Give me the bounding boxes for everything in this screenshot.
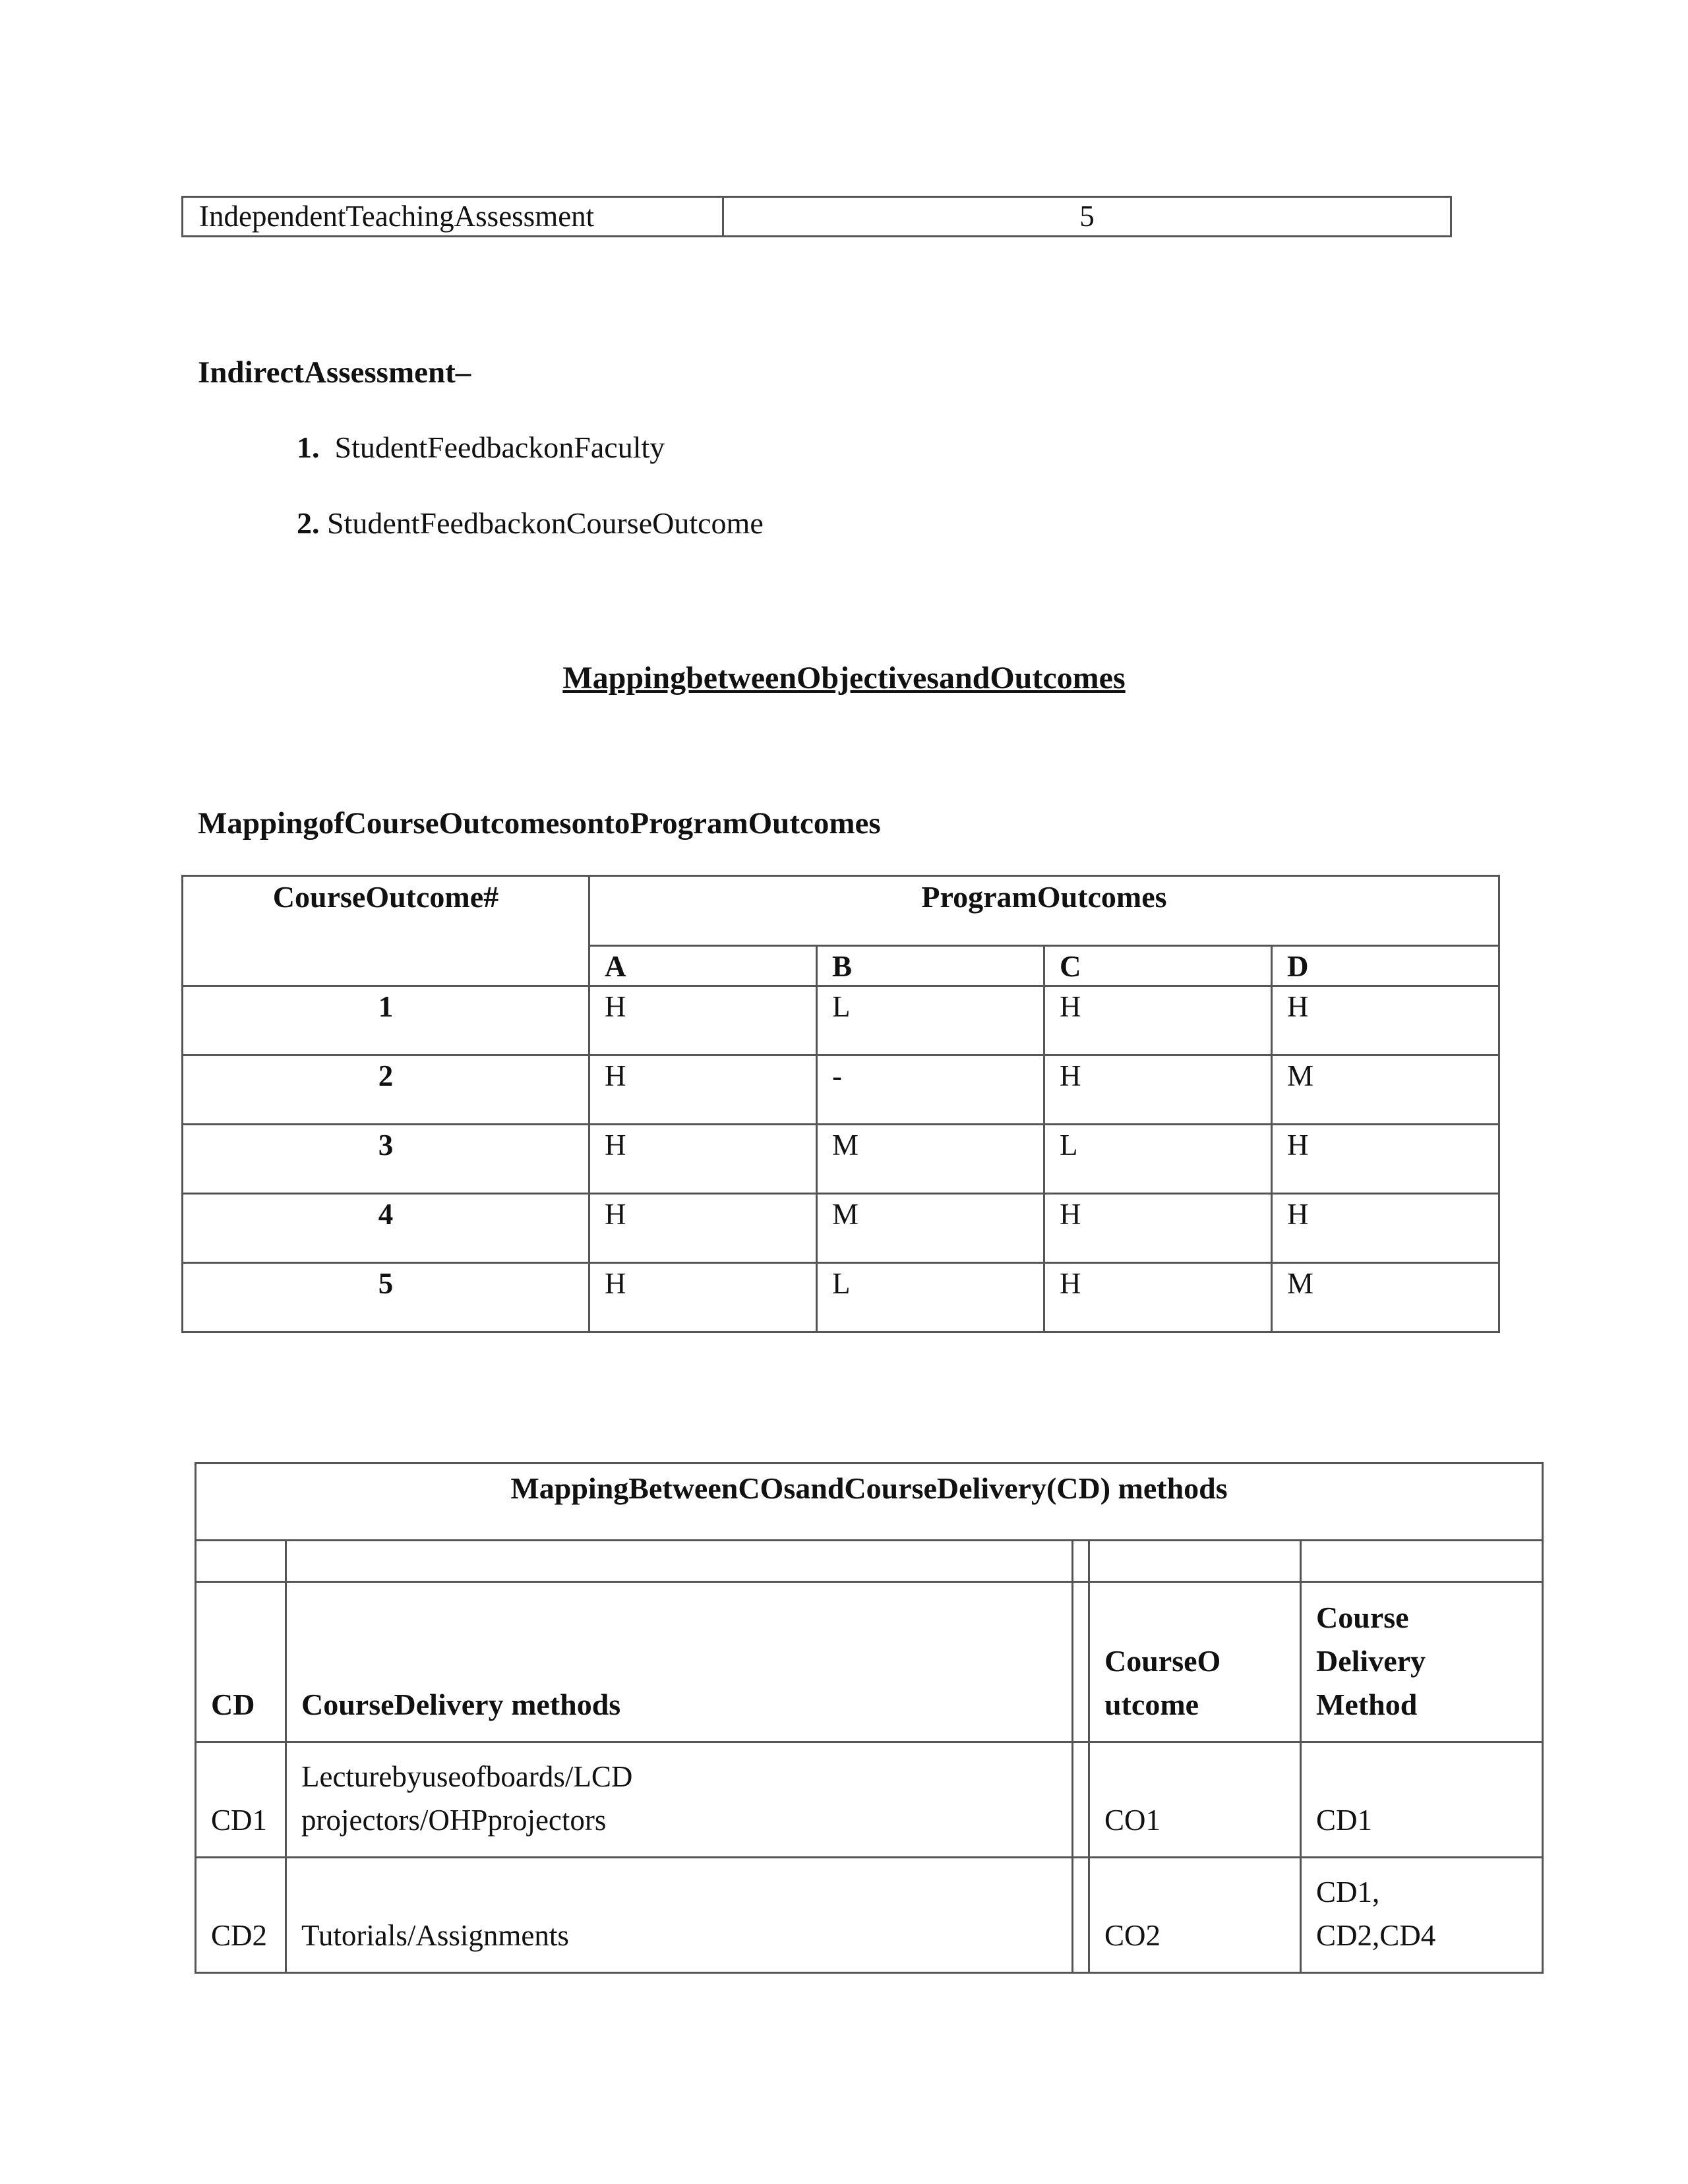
table-title-row	[196, 1463, 1543, 1541]
header-line: CourseO	[1104, 1644, 1221, 1678]
delivery-method: Tutorials/Assignments	[286, 1858, 1073, 1973]
table-row	[183, 1055, 1499, 1125]
indirect-assessment-heading: IndirectAssessment–	[198, 355, 471, 390]
list-number: 1.	[297, 430, 320, 464]
table-row	[183, 1125, 1499, 1194]
method-line: CD2,CD4	[1316, 1919, 1436, 1952]
empty-cell	[1073, 1858, 1089, 1973]
header-line: utcome	[1104, 1688, 1199, 1721]
course-outcome-mapping-table	[181, 875, 1500, 1333]
delivery-table-title: MappingBetweenCOsandCourseDelivery(CD) methods	[196, 1463, 1543, 1541]
independent-assessment-table	[181, 196, 1452, 237]
header-delivery-method	[1301, 1582, 1543, 1742]
mapping-cell: L	[1044, 1125, 1271, 1194]
mapping-cell: H	[1044, 1194, 1271, 1263]
header-letter: A	[589, 946, 816, 986]
table-header-row	[183, 876, 1499, 946]
course-outcome-number: 3	[183, 1125, 589, 1194]
header-course-outcome	[1089, 1582, 1301, 1742]
course-outcome-number: 5	[183, 1263, 589, 1332]
method-line: projectors/OHPprojectors	[301, 1804, 607, 1837]
delivery-method-code	[1301, 1858, 1543, 1973]
table-header-row	[196, 1582, 1543, 1742]
table-row	[196, 1742, 1543, 1858]
list-item	[297, 506, 764, 541]
assessment-value: 5	[723, 197, 1451, 237]
empty-cell	[1073, 1582, 1089, 1742]
mapping-cell: H	[589, 986, 816, 1055]
table-row	[196, 1541, 1543, 1582]
mapping-cell: M	[1271, 1055, 1499, 1125]
header-letter: B	[816, 946, 1044, 986]
course-outcome: CO2	[1089, 1858, 1301, 1973]
list-item	[297, 430, 665, 465]
mapping-cell: H	[589, 1055, 816, 1125]
cd-code: CD2	[196, 1858, 286, 1973]
header-line: Course	[1316, 1601, 1409, 1634]
mapping-cell: H	[1044, 1263, 1271, 1332]
header-delivery-methods: CourseDelivery methods	[286, 1582, 1073, 1742]
table-row	[196, 1858, 1543, 1973]
assessment-label: IndependentTeachingAssessment	[183, 197, 723, 237]
table-row	[183, 986, 1499, 1055]
mapping-cell: M	[816, 1125, 1044, 1194]
mapping-cell: H	[589, 1194, 816, 1263]
mapping-cell: H	[1044, 1055, 1271, 1125]
header-program-outcomes: ProgramOutcomes	[589, 876, 1499, 946]
method-line: Lecturebyuseofboards/LCD	[301, 1760, 633, 1793]
empty-cell	[196, 1541, 286, 1582]
mapping-cell: H	[1044, 986, 1271, 1055]
method-line: CD1,	[1316, 1875, 1380, 1908]
course-delivery-table	[195, 1462, 1544, 1974]
empty-cell	[1089, 1541, 1301, 1582]
empty-cell	[1073, 1742, 1089, 1858]
mapping-cell: H	[1271, 986, 1499, 1055]
header-cd: CD	[196, 1582, 286, 1742]
header-line: Method	[1316, 1688, 1418, 1721]
course-outcome-number: 1	[183, 986, 589, 1055]
list-text: StudentFeedbackonCourseOutcome	[327, 506, 764, 540]
table-row	[183, 1194, 1499, 1263]
mapping-cell: M	[1271, 1263, 1499, 1332]
course-outcome-number: 2	[183, 1055, 589, 1125]
mapping-cell: H	[1271, 1125, 1499, 1194]
mapping-cell: L	[816, 1263, 1044, 1332]
course-mapping-heading: MappingofCourseOutcomesontoProgramOutcomes	[198, 806, 881, 841]
delivery-method-code: CD1	[1301, 1742, 1543, 1858]
list-number: 2.	[297, 506, 320, 540]
mapping-cell: -	[816, 1055, 1044, 1125]
mapping-heading: MappingbetweenObjectivesandOutcomes	[562, 661, 1126, 695]
header-letter: D	[1271, 946, 1499, 986]
mapping-cell: H	[1271, 1194, 1499, 1263]
mapping-cell: M	[816, 1194, 1044, 1263]
course-outcome-number: 4	[183, 1194, 589, 1263]
empty-cell	[1301, 1541, 1543, 1582]
table-row	[183, 1263, 1499, 1332]
delivery-method	[286, 1742, 1073, 1858]
table-row	[183, 197, 1451, 237]
mapping-cell: L	[816, 986, 1044, 1055]
cd-code: CD1	[196, 1742, 286, 1858]
header-letter: C	[1044, 946, 1271, 986]
mapping-cell: H	[589, 1263, 816, 1332]
header-line: Delivery	[1316, 1644, 1426, 1678]
mapping-cell: H	[589, 1125, 816, 1194]
course-outcome: CO1	[1089, 1742, 1301, 1858]
list-text: StudentFeedbackonFaculty	[334, 430, 665, 464]
empty-cell	[286, 1541, 1073, 1582]
header-course-outcome: CourseOutcome#	[183, 876, 589, 986]
empty-cell	[1073, 1541, 1089, 1582]
